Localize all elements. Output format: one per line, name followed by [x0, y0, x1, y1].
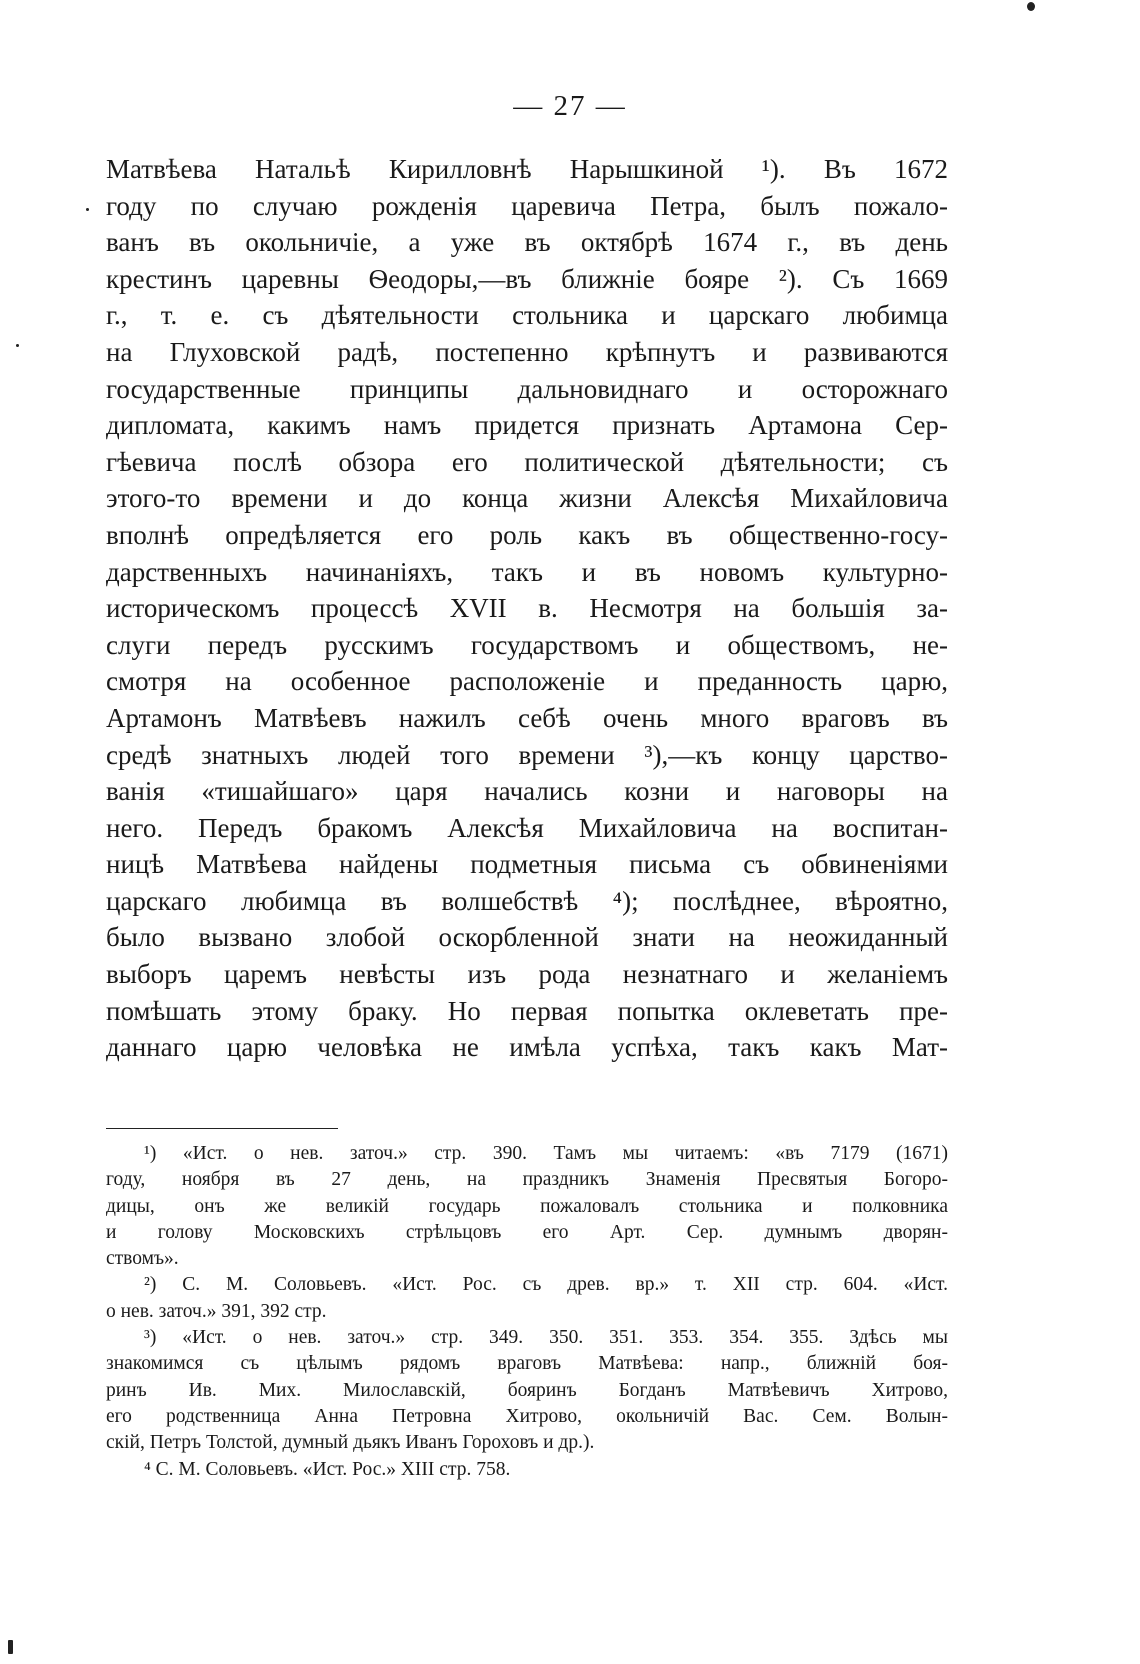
footnote-line: ⁴ С. М. Соловьевъ. «Ист. Рос.» XIII стр. 758. [144, 1458, 511, 1480]
text-line: царскаго любимца въ волшебствѣ ⁴); послѣднее, вѣроятно, [106, 885, 948, 916]
text-line: крестинъ царевны Ѳеодоры,—въ ближніе бояре ²). Съ 1669 [106, 263, 948, 294]
footnotes [106, 1141, 948, 1483]
text-line: этого-то времени и до конца жизни Алексѣя Михайловича [106, 483, 948, 514]
footnote-line: и голову Московскихъ стрѣльцовъ его Арт. Сер. думнымъ дворян- [106, 1221, 948, 1243]
text-line: гѣевича послѣ обзора его политической дѣятельности; съ [106, 446, 948, 477]
text-line: государственные принципы дальновиднаго и осторожнаго [106, 373, 948, 404]
text-line: вполнѣ опредѣляется его роль какъ въ общественно-госу- [106, 519, 948, 550]
footnote-line: ринъ Ив. Мих. Милославскій, бояринъ Богданъ Матвѣевичъ Хитрово, [106, 1379, 948, 1401]
footnote-line: ²) С. М. Соловьевъ. «Ист. Рос. съ древ. вр.» т. XII стр. 604. «Ист. [144, 1274, 948, 1296]
text-line: на Глуховской радѣ, постепенно крѣпнутъ и развиваются [106, 336, 948, 367]
text-line: историческомъ процессѣ XVII в. Несмотря на большія за- [106, 593, 948, 624]
footnote-line: знакомимся съ цѣлымъ рядомъ враговъ Матвѣева: напр., ближній боя- [106, 1353, 948, 1375]
ink-speck [16, 344, 19, 347]
footnote-line: скій, Петръ Толстой, думный дьякъ Иванъ Гороховъ и др.). [106, 1432, 595, 1454]
ink-speck [1027, 2, 1035, 11]
text-line: ницѣ Матвѣева найдены подметныя письма съ обвиненіями [106, 849, 948, 880]
text-line: году по случаю рожденія царевича Петра, былъ пожало- [106, 190, 948, 221]
footnote-divider [106, 1128, 338, 1129]
body-text [106, 151, 948, 1066]
text-line: ванія «тишайшаго» царя начались козни и наговоры на [106, 776, 948, 807]
text-line: было вызвано злобой оскорбленной знати на неожиданный [106, 922, 948, 953]
ink-speck [86, 208, 89, 211]
text-line: даннаго царю человѣка не имѣла успѣха, такъ какъ Мат- [106, 1032, 948, 1063]
text-line: помѣшать этому браку. Но первая попытка оклеветать пре- [106, 995, 948, 1026]
text-line: смотря на особенное расположеніе и преданность царю, [106, 666, 948, 697]
text-line: дарственныхъ начинаніяхъ, такъ и въ новомъ культурно- [106, 556, 948, 587]
text-line: Артамонъ Матвѣевъ нажилъ себѣ очень много враговъ въ [106, 702, 948, 733]
text-line: средѣ знатныхъ людей того времени ³),—къ концу царство- [106, 739, 948, 770]
footnote-line: году, ноября въ 27 день, на праздникъ Знаменія Пресвятыя Богоро- [106, 1169, 948, 1191]
footnote-line: ³) «Ист. о нев. заточ.» стр. 349. 350. 351. 353. 354. 355. Здѣсь мы [144, 1327, 948, 1349]
text-line: него. Передъ бракомъ Алексѣя Михайловича на воспитан- [106, 812, 948, 843]
text-line: дипломата, какимъ намъ придется признать Артамона Сер- [106, 410, 948, 441]
ink-speck [8, 1640, 13, 1654]
footnote-line: дицы, онъ же великій государь пожаловалъ стольника и полковника [106, 1195, 948, 1217]
text-line: выборъ царемъ невѣсты изъ рода незнатнаго и желаніемъ [106, 959, 948, 990]
text-line: ванъ въ окольничіе, а уже въ октябрѣ 1674 г., въ день [106, 227, 948, 258]
footnote-line: о нев. заточ.» 391, 392 стр. [106, 1300, 327, 1322]
text-line: слуги передъ русскимъ государствомъ и обществомъ, не- [106, 629, 948, 660]
footnote-line: ствомъ». [106, 1248, 179, 1270]
page-number: — 27 — [513, 90, 627, 122]
text-line: Матвѣева Натальѣ Кирилловнѣ Нарышкиной ¹). Въ 1672 [106, 154, 948, 184]
text-line: г., т. е. съ дѣятельности стольника и царскаго любимца [106, 300, 948, 331]
footnote-line: его родственница Анна Петровна Хитрово, окольничій Вас. Сем. Волын- [106, 1405, 948, 1427]
footnote-line: ¹) «Ист. о нев. заточ.» стр. 390. Тамъ мы читаемъ: «въ 7179 (1671) [144, 1143, 948, 1164]
